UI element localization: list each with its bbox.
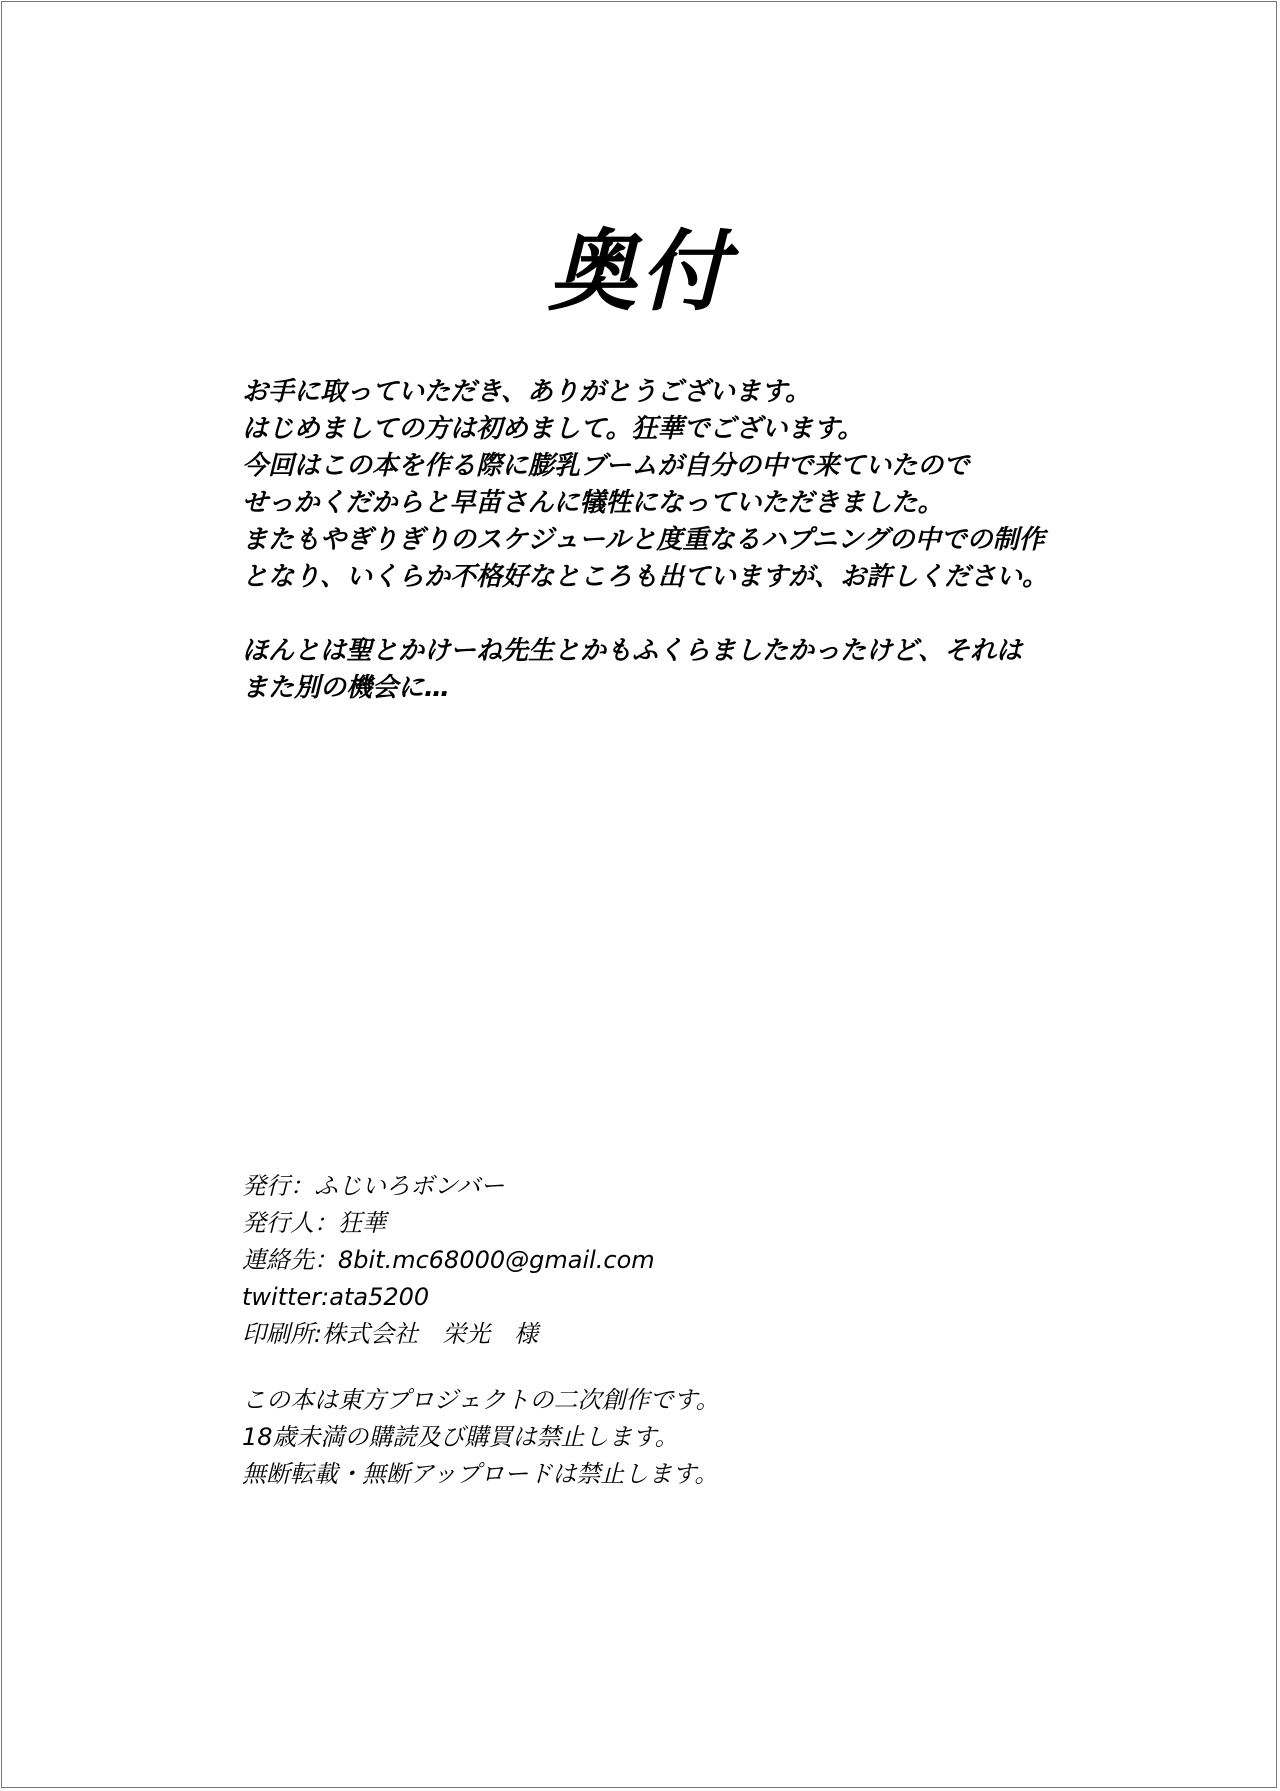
- afterword-line: せっかくだからと早苗さんに犠牲になっていただきました。: [242, 488, 944, 518]
- spacer: [242, 596, 1048, 633]
- afterword-line: 今回はこの本を作る際に膨乳ブームが自分の中で来ていたので: [242, 451, 970, 481]
- publisher: 発行：ふじいろボンバー: [242, 1172, 505, 1200]
- afterword-line: となり、いくらか不格好なところも出ていますが、お許しください。: [242, 562, 1049, 592]
- afterword-line: またもやぎりぎりのスケジュールと度重なるハプニングの中での制作: [242, 525, 1045, 555]
- afterword-line: お手に取っていただき、ありがとうございます。: [242, 377, 811, 407]
- afterword-line: また別の機会に…: [242, 673, 451, 703]
- afterword-line: はじめましての方は初めまして。狂華でございます。: [242, 414, 864, 444]
- afterword-line: ほんとは聖とかけーね先生とかもふくらましたかったけど、それは: [242, 636, 1023, 666]
- page-title: 奥付: [547, 220, 732, 323]
- colophon: [242, 1168, 655, 1353]
- contact: 連絡先：8bit.mc68000@gmail.com: [242, 1246, 655, 1274]
- notices: [242, 1382, 720, 1493]
- notice-line: 18歳未満の購読及び購買は禁止します。: [242, 1423, 679, 1451]
- twitter: twitter:ata5200: [242, 1283, 430, 1311]
- printer: 印刷所:株式会社 栄光 様: [242, 1320, 539, 1348]
- notice-line: この本は東方プロジェクトの二次創作です。: [242, 1386, 720, 1414]
- issuer: 発行人：狂華: [242, 1209, 386, 1237]
- notice-line: 無断転載・無断アップロードは禁止します。: [242, 1460, 719, 1488]
- afterword: [242, 374, 1048, 707]
